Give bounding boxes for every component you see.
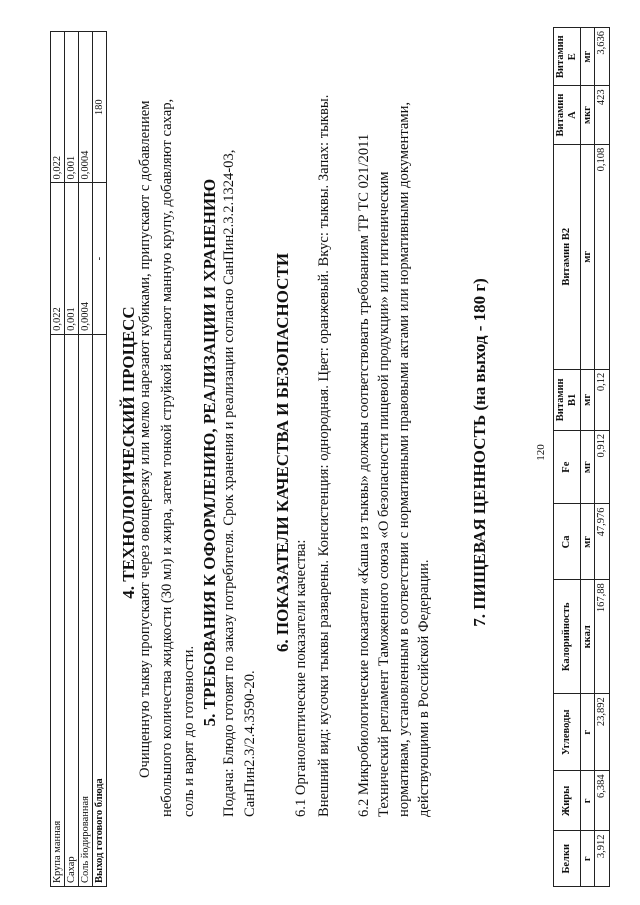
ingredient-name: Выход готового блюда xyxy=(93,334,107,886)
ingredient-row-output xyxy=(93,32,107,887)
section-6-item-1-detail: Внешний вид: кусочки тыквы разварены. Консистенция: однородная. Цвет: оранжевый. Вкус: тыквы. Запах: тыквы. xyxy=(316,94,332,817)
section-6-title: 6. ПОКАЗАТЕЛИ КАЧЕСТВА И БЕЗОПАСНОСТИ xyxy=(273,252,292,653)
nutrition-header-row xyxy=(554,28,581,887)
nutrition-table xyxy=(553,27,610,887)
unit-cell: мкг xyxy=(581,86,595,144)
header-cell: Витамин B1 xyxy=(554,369,581,430)
header-cell: Углеводы xyxy=(554,694,581,771)
unit-cell: г xyxy=(581,771,595,831)
ingredient-net: 0,0004 xyxy=(79,32,93,183)
section-5-line-2: СанПин2.3/2.4.3590-20. xyxy=(242,670,258,817)
value-cell: 6,384 xyxy=(595,771,610,831)
header-cell: Белки xyxy=(554,831,581,887)
section-5-title: 5. ТРЕБОВАНИЯ К ОФОРМЛЕНИЮ, РЕАЛИЗАЦИИ И ХРАНЕНИЮ xyxy=(200,178,219,727)
value-cell: 3,636 xyxy=(595,28,610,86)
ingredient-gross: - xyxy=(93,183,107,334)
header-cell: Ca xyxy=(554,504,581,580)
unit-cell: мг xyxy=(581,144,595,369)
ingredient-gross: 0,022 xyxy=(51,183,65,334)
nutrition-values-row xyxy=(595,28,610,887)
ingredient-row xyxy=(65,32,79,887)
unit-cell: мг xyxy=(581,504,595,580)
nutrition-units-row xyxy=(581,28,595,887)
header-cell: Калорийность xyxy=(554,580,581,694)
section-4-line-1: Очищенную тыкву пропускают через овощерезку или мелко нарезают кубиками, припускают с добавлением xyxy=(137,100,153,778)
ingredient-net: 180 xyxy=(93,32,107,183)
unit-cell: мг xyxy=(581,28,595,86)
value-cell: 167,88 xyxy=(595,580,610,694)
value-cell: 23,892 xyxy=(595,694,610,771)
page-number: 120 xyxy=(535,444,547,461)
section-6-item-2-line-1: 6.2 Микробиологические показатели «Каша из тыквы» должны соответствовать требованиям ТР ТС 021/2011 xyxy=(356,133,372,817)
ingredient-name: Крупа манная xyxy=(51,334,65,886)
section-6-item-1: 6.1 Органолептические показатели качества: xyxy=(293,539,309,817)
header-cell: Жиры xyxy=(554,771,581,831)
header-cell: Витамин B2 xyxy=(554,144,581,369)
ingredient-row xyxy=(79,32,93,887)
value-cell: 3,912 xyxy=(595,831,610,887)
value-cell: 423 xyxy=(595,86,610,144)
section-6-item-2-line-3: нормативам, установленным в соответствии с нормативными правовыми актами или нормативными документами, xyxy=(396,101,412,817)
section-4-title: 4. ТЕХНОЛОГИЧЕСКИЙ ПРОЦЕСС xyxy=(119,306,138,599)
ingredient-net: 0,022 xyxy=(51,32,65,183)
ingredient-row xyxy=(51,32,65,887)
unit-cell: мг xyxy=(581,369,595,430)
ingredient-net: 0,001 xyxy=(65,32,79,183)
ingredient-gross: 0,0004 xyxy=(79,183,93,334)
section-4-line-3: соль и варят до готовности. xyxy=(181,645,197,817)
value-cell: 0,108 xyxy=(595,144,610,369)
unit-cell: ккал xyxy=(581,580,595,694)
header-cell: Fe xyxy=(554,430,581,504)
unit-cell: мг xyxy=(581,430,595,504)
ingredient-gross: 0,001 xyxy=(65,183,79,334)
section-4-line-2: небольшого количества жидкости (30 мл) и жира, затем тонкой струйкой всыпают манную крупу, добавляют сахар, xyxy=(159,98,175,817)
ingredient-name: Соль йодированная xyxy=(79,334,93,886)
section-6-item-2-line-2: Технический регламент Таможенного союза «О безопасности пищевой продукции» или гигиеническим xyxy=(376,171,392,817)
value-cell: 47,976 xyxy=(595,504,610,580)
ingredient-name: Сахар xyxy=(65,334,79,886)
value-cell: 0,912 xyxy=(595,430,610,504)
section-6-item-2-line-4: действующими в Российской Федерации. xyxy=(416,559,432,817)
section-7-title: 7. ПИЩЕВАЯ ЦЕННОСТЬ (на выход - 180 г) xyxy=(470,278,489,627)
section-5-line-1: Подача: Блюдо готовят по заказу потребителя. Срок хранения и реализации согласно СанПин2.3.2.1324-03, xyxy=(221,149,237,817)
header-cell: Витамин A xyxy=(554,86,581,144)
unit-cell: г xyxy=(581,694,595,771)
ingredients-table xyxy=(50,31,107,887)
value-cell: 0,12 xyxy=(595,369,610,430)
unit-cell: г xyxy=(581,831,595,887)
header-cell: Витамин E xyxy=(554,28,581,86)
